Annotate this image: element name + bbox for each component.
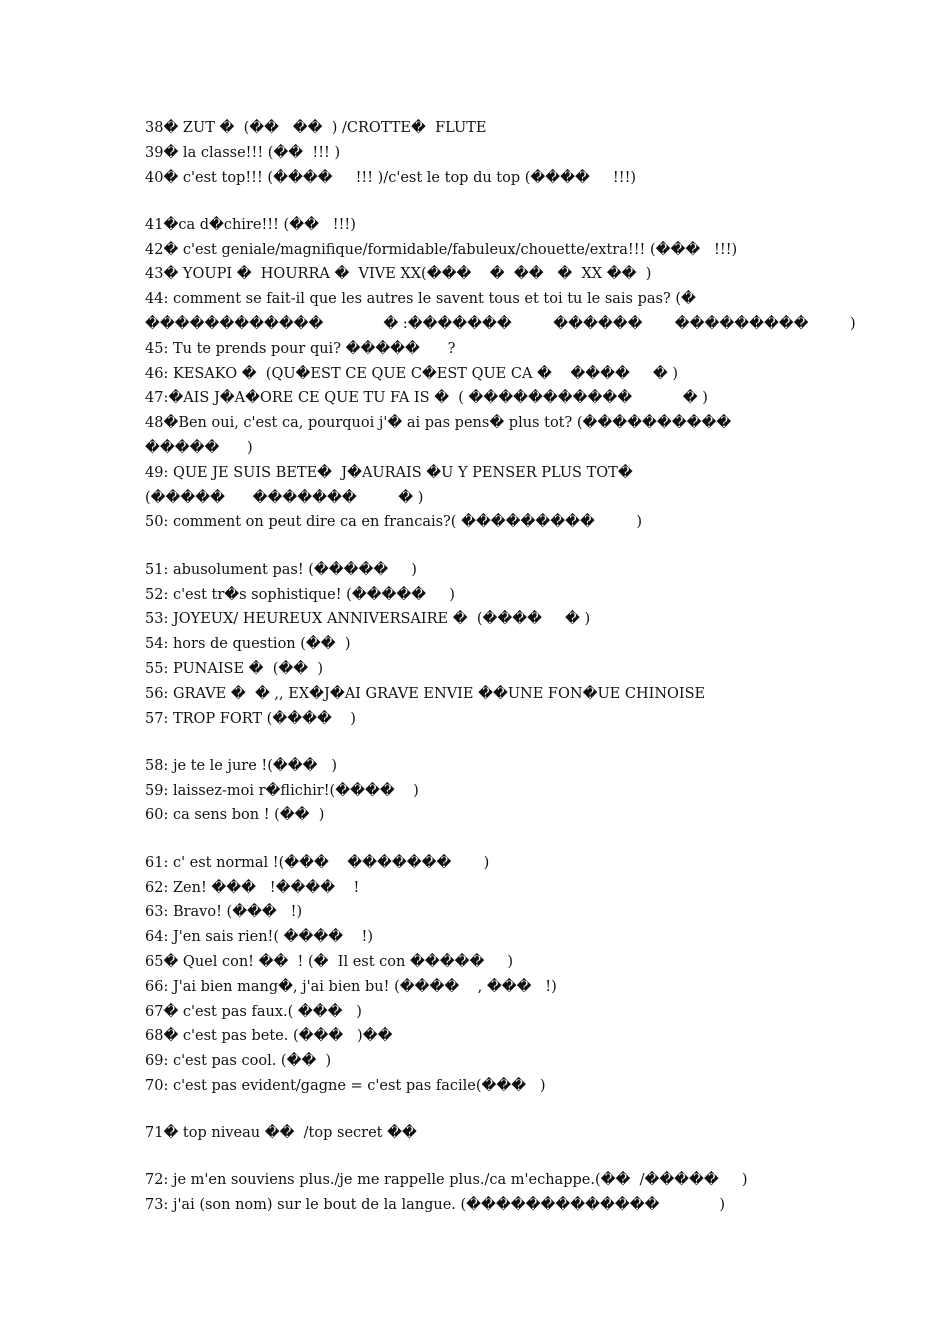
- phrase-list: [145, 116, 856, 1218]
- text-line: 60: ca sens bon ! (�� ): [145, 807, 325, 824]
- text-line: 68� c'est pas bete. (��� )��: [145, 1028, 393, 1045]
- text-line: (����� ������� � ): [145, 489, 424, 506]
- text-line: 46: KESAKO � (QU�EST CE QUE C�EST QUE CA � ���� � ): [145, 365, 679, 382]
- text-line: 66: J'ai bien mang�, j'ai bien bu! (���� , ��� !): [145, 978, 557, 995]
- text-line: 42� c'est geniale/magnifique/formidable/fabuleux/chouette/extra!!! (��� !!!): [145, 241, 738, 258]
- text-line: 51: abusolument pas! (����� ): [145, 561, 417, 578]
- text-line: 54: hors de question (�� ): [145, 636, 351, 653]
- text-line: ������������ � :������� ������ ��������� ): [145, 316, 856, 333]
- text-line: 39� la classe!!! (�� !!! ): [145, 144, 341, 161]
- text-line: 41�ca d�chire!!! (�� !!!): [145, 216, 356, 233]
- paragraph-gap: [145, 535, 825, 558]
- paragraph-gap: [145, 1146, 825, 1169]
- paragraph-gap: [145, 190, 825, 213]
- text-line: 55: PUNAISE � (�� ): [145, 660, 324, 677]
- paragraph-gap: [145, 828, 825, 851]
- text-line: 53: JOYEUX/ HEUREUX ANNIVERSAIRE � (���� � ): [145, 611, 591, 628]
- text-line: 57: TROP FORT (���� ): [145, 710, 356, 727]
- text-line: 64: J'en sais rien!( ���� !): [145, 929, 374, 946]
- text-line: 45: Tu te prends pour qui? ����� ?: [145, 340, 456, 357]
- text-line: 73: j'ai (son nom) sur le bout de la langue. (������������� ): [145, 1197, 726, 1214]
- text-line: 59: laissez-moi r�flichir!(���� ): [145, 782, 419, 799]
- text-line: 48�Ben oui, c'est ca, pourquoi j'� ai pas pens� plus tot? (����������: [145, 415, 732, 432]
- text-line: 52: c'est tr�s sophistique! (����� ): [145, 586, 455, 603]
- text-line: 61: c' est normal !(��� ������� ): [145, 854, 490, 871]
- text-line: 62: Zen! ��� !���� !: [145, 879, 360, 896]
- text-line: 65� Quel con! �� ! (� Il est con ����� ): [145, 953, 514, 970]
- text-line: 56: GRAVE � � ,, EX�J�AI GRAVE ENVIE ��UNE FON�UE CHINOISE: [145, 685, 706, 702]
- paragraph-gap: [145, 731, 825, 754]
- text-line: ����� ): [145, 440, 253, 457]
- text-line: 70: c'est pas evident/gagne = c'est pas facile(��� ): [145, 1077, 546, 1094]
- text-line: 72: je m'en souviens plus./je me rappelle plus./ca m'echappe.(�� /����� ): [145, 1172, 748, 1189]
- text-line: 69: c'est pas cool. (�� ): [145, 1053, 332, 1070]
- text-line: 67� c'est pas faux.( ��� ): [145, 1003, 362, 1020]
- paragraph-gap: [145, 1099, 825, 1122]
- text-line: 44: comment se fait-il que les autres le savent tous et toi tu le sais pas? (�: [145, 291, 696, 308]
- text-line: 38� ZUT � (�� �� ) /CROTTE� FLUTE: [145, 120, 487, 136]
- text-line: 63: Bravo! (��� !): [145, 904, 303, 921]
- text-line: 58: je te le jure !(��� ): [145, 757, 338, 774]
- text-line: 49: QUE JE SUIS BETE� J�AURAIS �U Y PENSER PLUS TOT�: [145, 464, 633, 481]
- text-line: 43� YOUPI � HOURRA � VIVE XX(��� � �� � XX �� ): [145, 266, 652, 283]
- text-line: 50: comment on peut dire ca en francais?( ��������� ): [145, 514, 643, 531]
- text-line: 40� c'est top!!! (���� !!! )/c'est le top du top (���� !!!): [145, 169, 637, 186]
- text-line: 71� top niveau �� /top secret ��: [145, 1125, 417, 1142]
- text-line: 47:�AIS J�A�ORE CE QUE TU FA IS � ( ����������� � ): [145, 390, 708, 407]
